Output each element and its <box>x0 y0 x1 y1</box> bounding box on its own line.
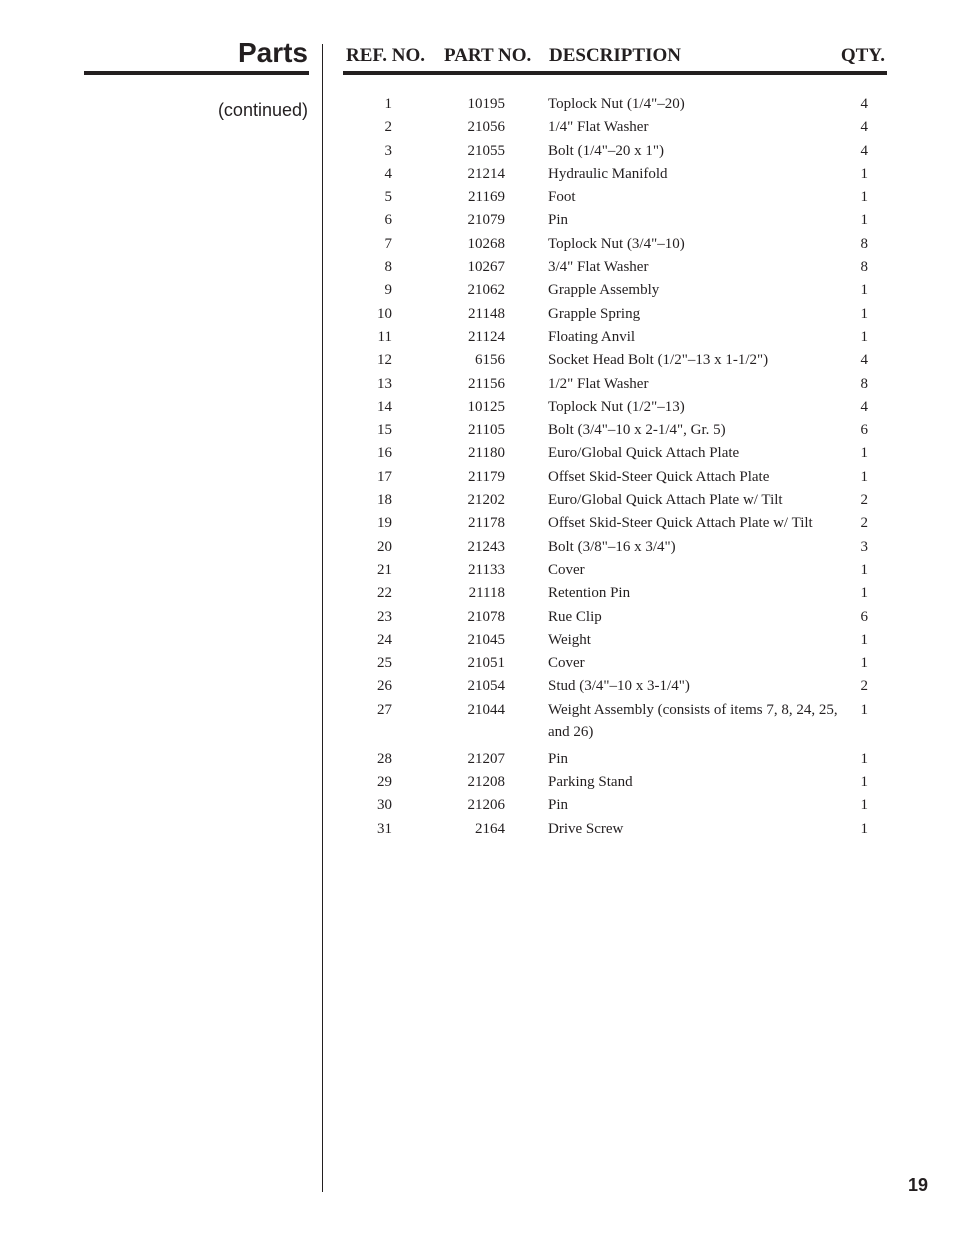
table-row <box>343 606 887 628</box>
ref-no-cell: 27 <box>377 701 392 718</box>
table-row <box>343 489 887 511</box>
qty-cell: 1 <box>860 165 868 182</box>
page-number: 19 <box>907 1175 928 1195</box>
table-header-rule <box>343 71 887 75</box>
part-no-cell: 10125 <box>467 398 505 415</box>
table-row <box>343 699 887 743</box>
description-cell: Parking Stand <box>548 774 633 791</box>
part-no-cell: 21180 <box>468 445 505 462</box>
table-row <box>343 748 887 770</box>
qty-cell: 1 <box>860 328 868 345</box>
qty-cell: 4 <box>860 96 868 112</box>
description-cell: Bolt (3/4"–10 x 2-1/4", Gr. 5) <box>548 422 726 439</box>
ref-no-cell: 17 <box>377 468 392 485</box>
description-cell: Drive Screw <box>548 820 624 837</box>
qty-cell: 1 <box>860 561 868 578</box>
table-row <box>343 675 887 697</box>
table-row <box>343 442 887 464</box>
ref-no-cell: 10 <box>377 305 392 322</box>
description-cell: Grapple Assembly <box>548 282 660 299</box>
part-no-cell: 21124 <box>468 328 505 345</box>
qty-cell: 1 <box>860 445 868 462</box>
qty-cell: 8 <box>860 259 868 276</box>
table-row <box>343 629 887 651</box>
qty-cell: 1 <box>860 750 868 767</box>
description-cell: Rue Clip <box>548 608 602 625</box>
table-row <box>343 326 887 348</box>
table-row <box>343 419 887 441</box>
ref-no-cell: 29 <box>377 774 392 791</box>
description-cell: Pin <box>548 212 569 229</box>
ref-no-cell: 15 <box>377 422 392 439</box>
header-ref-no: REF. NO. <box>346 45 426 66</box>
table-row <box>343 771 887 793</box>
part-no-cell: 21105 <box>468 422 505 439</box>
part-no-cell: 21207 <box>467 750 505 767</box>
part-no-cell: 21062 <box>467 282 505 299</box>
part-no-cell: 21054 <box>467 678 505 695</box>
qty-cell: 1 <box>860 631 868 648</box>
ref-no-cell: 9 <box>384 282 392 299</box>
qty-cell: 6 <box>860 422 868 439</box>
description-cell: Floating Anvil <box>548 328 636 345</box>
description-cell: Offset Skid-Steer Quick Attach Plate w/ Tilt <box>548 515 813 532</box>
ref-no-cell: 12 <box>377 352 392 369</box>
ref-no-cell: 2 <box>384 119 392 136</box>
description-cell: Bolt (1/4"–20 x 1") <box>548 142 664 159</box>
table-row <box>343 349 887 371</box>
part-no-cell: 21133 <box>468 561 505 578</box>
qty-cell: 1 <box>860 820 868 837</box>
table-row <box>343 466 887 488</box>
part-no-cell: 21051 <box>467 655 505 672</box>
part-no-cell: 21208 <box>467 774 505 791</box>
description-cell: Cover <box>548 561 585 578</box>
ref-no-cell: 30 <box>377 797 392 814</box>
description-cell: 3/4" Flat Washer <box>548 259 649 276</box>
table-row <box>343 794 887 816</box>
part-no-cell: 21243 <box>467 538 505 555</box>
qty-cell: 1 <box>860 797 868 814</box>
part-no-cell: 21202 <box>467 492 505 509</box>
part-no-cell: 21045 <box>467 631 505 648</box>
part-no-cell: 2164 <box>475 820 505 837</box>
description-cell: Grapple Spring <box>548 305 641 322</box>
description-cell: Hydraulic Manifold <box>548 165 668 182</box>
part-no-cell: 21214 <box>467 165 505 182</box>
parts-table-body <box>343 93 887 841</box>
qty-cell: 8 <box>860 235 868 252</box>
description-cell: 1/2" Flat Washer <box>548 375 649 392</box>
header-part-no: PART NO. <box>444 45 532 66</box>
ref-no-cell: 4 <box>384 165 392 182</box>
ref-no-cell: 25 <box>377 655 392 672</box>
part-no-cell: 21178 <box>468 515 505 532</box>
part-no-cell: 21056 <box>467 119 505 136</box>
qty-cell: 1 <box>860 585 868 602</box>
description-cell: Offset Skid-Steer Quick Attach Plate <box>548 468 770 485</box>
ref-no-cell: 11 <box>377 328 392 345</box>
table-row <box>343 536 887 558</box>
table-row <box>343 233 887 255</box>
ref-no-cell: 6 <box>384 212 392 229</box>
ref-no-cell: 16 <box>377 445 392 462</box>
table-row <box>343 818 887 840</box>
description-cell: Euro/Global Quick Attach Plate <box>548 445 740 462</box>
table-row <box>343 93 887 115</box>
description-cell: Stud (3/4"–10 x 3-1/4") <box>548 678 690 695</box>
description-cell: Socket Head Bolt (1/2"–13 x 1-1/2") <box>548 352 769 369</box>
table-row <box>343 209 887 231</box>
qty-cell: 4 <box>860 352 868 369</box>
qty-cell: 3 <box>860 538 868 555</box>
column-divider <box>322 44 323 1192</box>
table-row <box>343 373 887 395</box>
qty-cell: 2 <box>860 515 868 532</box>
qty-cell: 2 <box>860 678 868 695</box>
description-cell: Euro/Global Quick Attach Plate w/ Tilt <box>548 492 783 509</box>
table-row <box>343 303 887 325</box>
continued-label: (continued) <box>217 100 308 120</box>
qty-cell: 4 <box>860 398 868 415</box>
description-cell: Toplock Nut (1/2"–13) <box>548 398 685 415</box>
description-cell: Toplock Nut (3/4"–10) <box>548 235 685 252</box>
qty-cell: 8 <box>860 375 868 392</box>
part-no-cell: 10195 <box>467 96 505 112</box>
ref-no-cell: 1 <box>384 96 392 112</box>
part-no-cell: 21118 <box>468 585 505 602</box>
qty-cell: 1 <box>860 655 868 672</box>
part-no-cell: 21055 <box>467 142 505 159</box>
qty-cell: 1 <box>860 282 868 299</box>
part-no-cell: 21079 <box>467 212 505 229</box>
ref-no-cell: 8 <box>384 259 392 276</box>
ref-no-cell: 24 <box>377 631 392 648</box>
description-cell: Weight Assembly (consists of items 7, 8, 24, 25, and 26) <box>548 701 838 740</box>
table-row <box>343 256 887 278</box>
table-row <box>343 186 887 208</box>
table-row <box>343 279 887 301</box>
ref-no-cell: 21 <box>377 561 392 578</box>
ref-no-cell: 22 <box>377 585 392 602</box>
part-no-cell: 21179 <box>468 468 505 485</box>
ref-no-cell: 26 <box>377 678 392 695</box>
table-row <box>343 512 887 534</box>
description-cell: Retention Pin <box>548 585 631 602</box>
qty-cell: 4 <box>860 119 868 136</box>
part-no-cell: 10268 <box>467 235 505 252</box>
description-cell: Pin <box>548 750 569 767</box>
table-row <box>343 396 887 418</box>
header-qty: QTY. <box>840 45 885 66</box>
ref-no-cell: 28 <box>377 750 392 767</box>
table-row <box>343 163 887 185</box>
description-cell: Bolt (3/8"–16 x 3/4") <box>548 538 676 555</box>
ref-no-cell: 23 <box>377 608 392 625</box>
ref-no-cell: 7 <box>384 235 392 252</box>
part-no-cell: 6156 <box>475 352 505 369</box>
part-no-cell: 21044 <box>467 701 505 718</box>
qty-cell: 1 <box>860 212 868 229</box>
qty-cell: 1 <box>860 701 868 718</box>
section-title-rule <box>84 71 309 75</box>
table-row <box>343 559 887 581</box>
description-cell: Cover <box>548 655 585 672</box>
part-no-cell: 21169 <box>468 189 505 206</box>
description-cell: Weight <box>548 631 591 648</box>
qty-cell: 4 <box>860 142 868 159</box>
ref-no-cell: 18 <box>377 492 392 509</box>
header-description: DESCRIPTION <box>549 45 681 66</box>
ref-no-cell: 14 <box>377 398 392 415</box>
description-cell: 1/4" Flat Washer <box>548 119 649 136</box>
ref-no-cell: 20 <box>377 538 392 555</box>
description-cell: Foot <box>548 189 576 206</box>
parts-table-header <box>343 44 887 68</box>
part-no-cell: 21078 <box>467 608 505 625</box>
ref-no-cell: 5 <box>384 189 392 206</box>
qty-cell: 2 <box>860 492 868 509</box>
table-row <box>343 652 887 674</box>
description-cell: Toplock Nut (1/4"–20) <box>548 96 685 112</box>
qty-cell: 6 <box>860 608 868 625</box>
qty-cell: 1 <box>860 468 868 485</box>
part-no-cell: 21148 <box>468 305 505 322</box>
qty-cell: 1 <box>860 189 868 206</box>
ref-no-cell: 13 <box>377 375 392 392</box>
table-row <box>343 140 887 162</box>
part-no-cell: 21156 <box>468 375 505 392</box>
ref-no-cell: 31 <box>377 820 392 837</box>
qty-cell: 1 <box>860 305 868 322</box>
qty-cell: 1 <box>860 774 868 791</box>
section-title: Parts <box>237 37 308 68</box>
ref-no-cell: 3 <box>384 142 392 159</box>
ref-no-cell: 19 <box>377 515 392 532</box>
part-no-cell: 21206 <box>467 797 505 814</box>
part-no-cell: 10267 <box>467 259 505 276</box>
description-cell: Pin <box>548 797 569 814</box>
table-row <box>343 116 887 138</box>
table-row <box>343 582 887 604</box>
